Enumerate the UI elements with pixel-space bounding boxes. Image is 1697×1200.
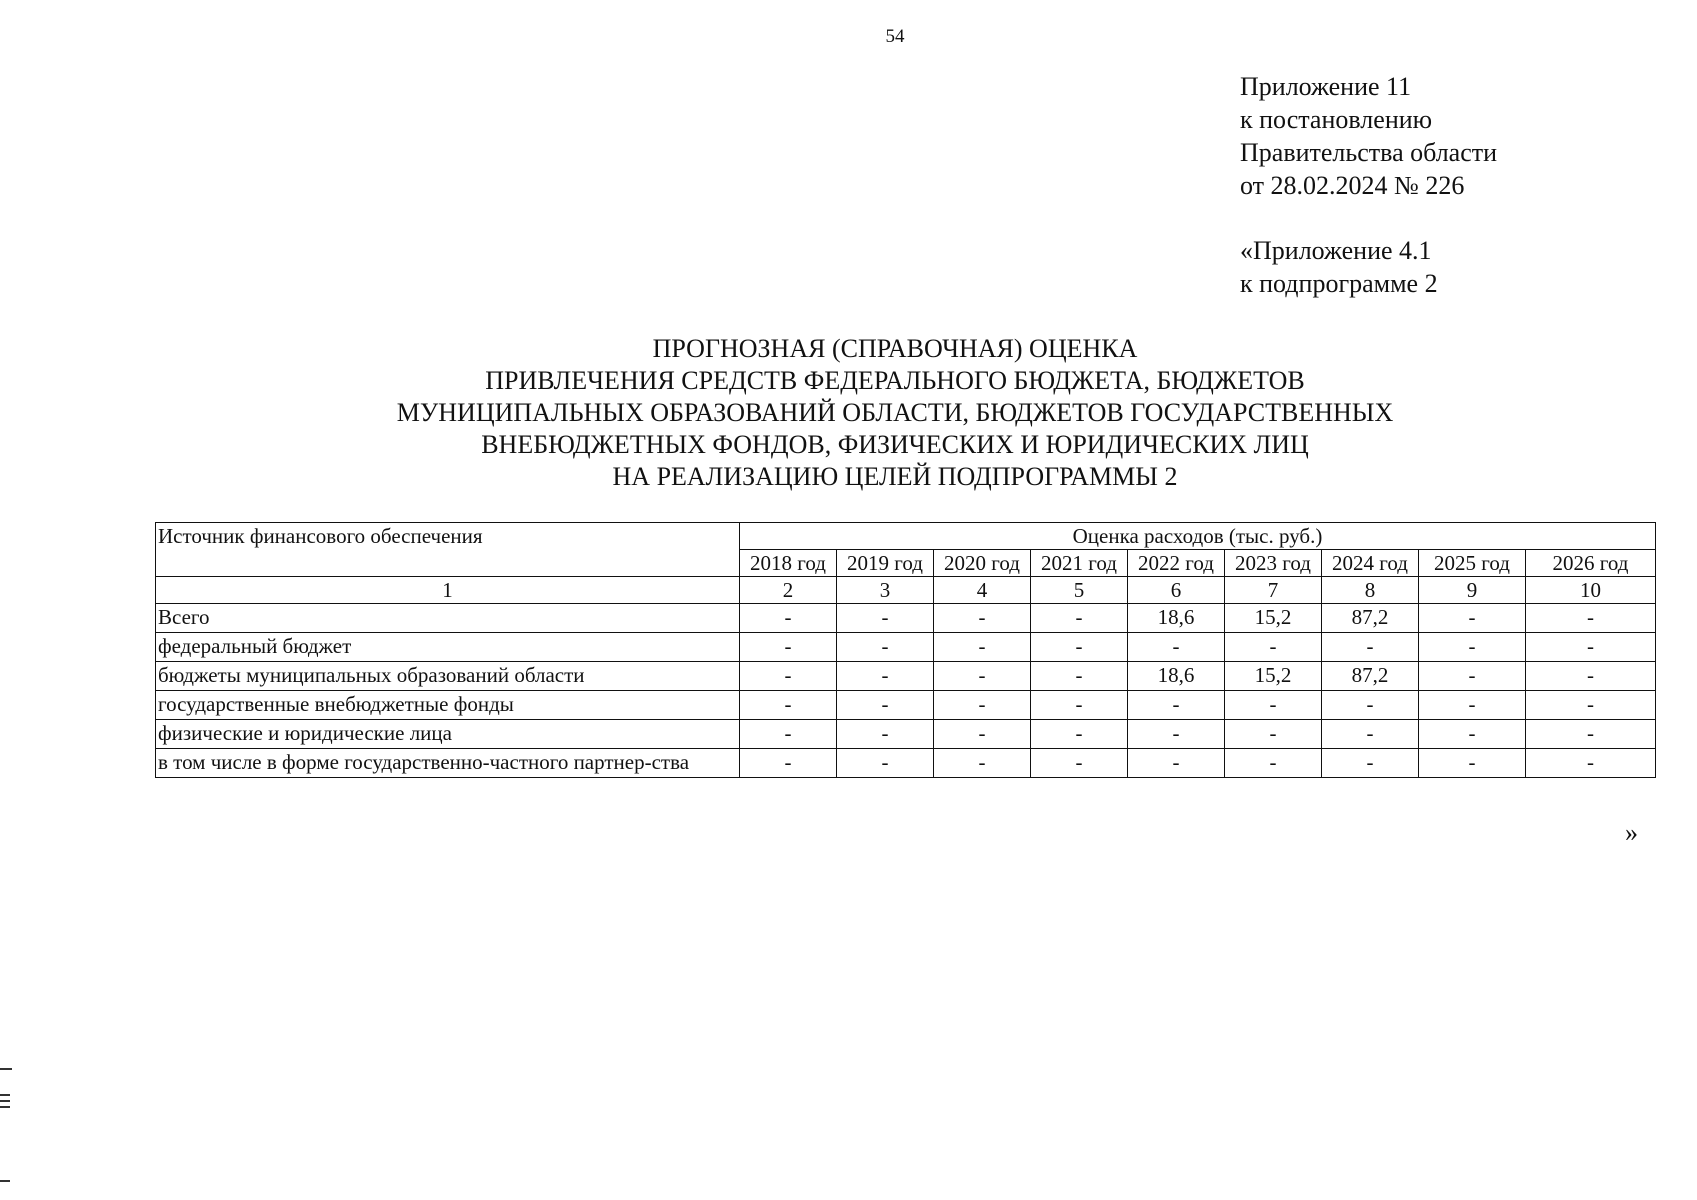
- row-label: физические и юридические лица: [156, 720, 740, 749]
- year-header: 2019 год: [837, 550, 934, 577]
- title-line: МУНИЦИПАЛЬНЫХ ОБРАЗОВАНИЙ ОБЛАСТИ, БЮДЖЕТОВ ГОСУДАРСТВЕННЫХ: [396, 398, 1394, 427]
- value-cell: -: [1526, 604, 1656, 633]
- year-header: 2024 год: [1322, 550, 1419, 577]
- scan-mark: [0, 1180, 10, 1182]
- value-cell: -: [1225, 633, 1322, 662]
- value-cell: -: [1322, 691, 1419, 720]
- row-label: в том числе в форме государственно-частного партнер-ства: [156, 749, 740, 778]
- value-cell: -: [1526, 633, 1656, 662]
- title-line: НА РЕАЛИЗАЦИЮ ЦЕЛЕЙ ПОДПРОГРАММЫ 2: [612, 462, 1178, 491]
- value-cell: -: [1031, 633, 1128, 662]
- value-cell: -: [1031, 662, 1128, 691]
- value-cell: -: [934, 662, 1031, 691]
- value-cell: -: [837, 720, 934, 749]
- value-cell: -: [837, 691, 934, 720]
- column-number: 5: [1031, 577, 1128, 604]
- appendix-line: от 28.02.2024 № 226: [1240, 171, 1465, 200]
- year-header: 2026 год: [1526, 550, 1656, 577]
- column-number: 4: [934, 577, 1031, 604]
- year-header: 2021 год: [1031, 550, 1128, 577]
- scan-mark: [0, 1068, 12, 1070]
- year-header: 2022 год: [1128, 550, 1225, 577]
- financing-table: [155, 522, 1656, 778]
- value-cell: -: [1225, 749, 1322, 778]
- row-label: государственные внебюджетные фонды: [156, 691, 740, 720]
- value-cell: -: [1419, 691, 1526, 720]
- table-row: [156, 633, 1656, 662]
- estimate-header: Оценка расходов (тыс. руб.): [740, 523, 1656, 550]
- value-cell: -: [1128, 633, 1225, 662]
- source-header: Источник финансового обеспечения: [156, 523, 740, 577]
- row-label: бюджеты муниципальных образований области: [156, 662, 740, 691]
- value-cell: 87,2: [1322, 662, 1419, 691]
- value-cell: -: [1526, 749, 1656, 778]
- table-header-row: [156, 523, 1656, 550]
- value-cell: -: [1526, 662, 1656, 691]
- value-cell: 18,6: [1128, 604, 1225, 633]
- title-line: ПРИВЛЕЧЕНИЯ СРЕДСТВ ФЕДЕРАЛЬНОГО БЮДЖЕТА, БЮДЖЕТОВ: [485, 366, 1305, 395]
- value-cell: -: [934, 691, 1031, 720]
- table-row: [156, 604, 1656, 633]
- value-cell: 87,2: [1322, 604, 1419, 633]
- year-header: 2025 год: [1419, 550, 1526, 577]
- value-cell: -: [934, 720, 1031, 749]
- value-cell: -: [1225, 720, 1322, 749]
- value-cell: 18,6: [1128, 662, 1225, 691]
- row-label: Всего: [156, 604, 740, 633]
- value-cell: -: [740, 749, 837, 778]
- scan-mark: [0, 1094, 10, 1096]
- value-cell: -: [1128, 720, 1225, 749]
- value-cell: -: [740, 720, 837, 749]
- appendix-line: Правительства области: [1240, 138, 1498, 167]
- value-cell: -: [1419, 749, 1526, 778]
- value-cell: -: [1526, 720, 1656, 749]
- value-cell: -: [934, 604, 1031, 633]
- value-cell: -: [934, 749, 1031, 778]
- column-number: 10: [1526, 577, 1656, 604]
- value-cell: -: [1322, 633, 1419, 662]
- table-row: [156, 691, 1656, 720]
- value-cell: -: [1322, 749, 1419, 778]
- table-row: [156, 720, 1656, 749]
- appendix-line: «Приложение 4.1: [1240, 236, 1432, 265]
- column-number: 6: [1128, 577, 1225, 604]
- value-cell: -: [1419, 633, 1526, 662]
- value-cell: -: [740, 604, 837, 633]
- value-cell: -: [740, 691, 837, 720]
- value-cell: -: [1128, 691, 1225, 720]
- value-cell: 15,2: [1225, 604, 1322, 633]
- column-number: 8: [1322, 577, 1419, 604]
- row-label: федеральный бюджет: [156, 633, 740, 662]
- appendix-header: [1240, 70, 1497, 300]
- value-cell: -: [1419, 662, 1526, 691]
- document-title: [200, 333, 1590, 493]
- value-cell: -: [740, 633, 837, 662]
- value-cell: 15,2: [1225, 662, 1322, 691]
- value-cell: -: [1031, 749, 1128, 778]
- value-cell: -: [1419, 720, 1526, 749]
- year-header: 2018 год: [740, 550, 837, 577]
- column-number: 3: [837, 577, 934, 604]
- value-cell: -: [837, 749, 934, 778]
- year-header: 2023 год: [1225, 550, 1322, 577]
- value-cell: -: [837, 633, 934, 662]
- closing-quote: »: [1625, 818, 1638, 847]
- value-cell: -: [1031, 691, 1128, 720]
- value-cell: -: [1419, 604, 1526, 633]
- appendix-line: к постановлению: [1240, 105, 1433, 134]
- year-header: 2020 год: [934, 550, 1031, 577]
- value-cell: -: [837, 662, 934, 691]
- value-cell: -: [1031, 720, 1128, 749]
- value-cell: -: [1128, 749, 1225, 778]
- value-cell: -: [740, 662, 837, 691]
- value-cell: -: [934, 633, 1031, 662]
- value-cell: -: [1322, 720, 1419, 749]
- value-cell: -: [1031, 604, 1128, 633]
- value-cell: -: [837, 604, 934, 633]
- appendix-line: Приложение 11: [1240, 72, 1412, 101]
- table-column-numbers-row: [156, 577, 1656, 604]
- column-number: 2: [740, 577, 837, 604]
- page-number: 54: [885, 26, 905, 47]
- column-number: 1: [156, 577, 740, 604]
- scan-mark: [0, 1100, 10, 1102]
- scan-mark: [0, 1106, 10, 1108]
- column-number: 9: [1419, 577, 1526, 604]
- table-row: [156, 662, 1656, 691]
- table-row: [156, 749, 1656, 778]
- appendix-line: к подпрограмме 2: [1240, 269, 1438, 298]
- title-line: ВНЕБЮДЖЕТНЫХ ФОНДОВ, ФИЗИЧЕСКИХ И ЮРИДИЧЕСКИХ ЛИЦ: [481, 430, 1309, 459]
- value-cell: -: [1225, 691, 1322, 720]
- title-line: ПРОГНОЗНАЯ (СПРАВОЧНАЯ) ОЦЕНКА: [652, 334, 1138, 363]
- value-cell: -: [1526, 691, 1656, 720]
- column-number: 7: [1225, 577, 1322, 604]
